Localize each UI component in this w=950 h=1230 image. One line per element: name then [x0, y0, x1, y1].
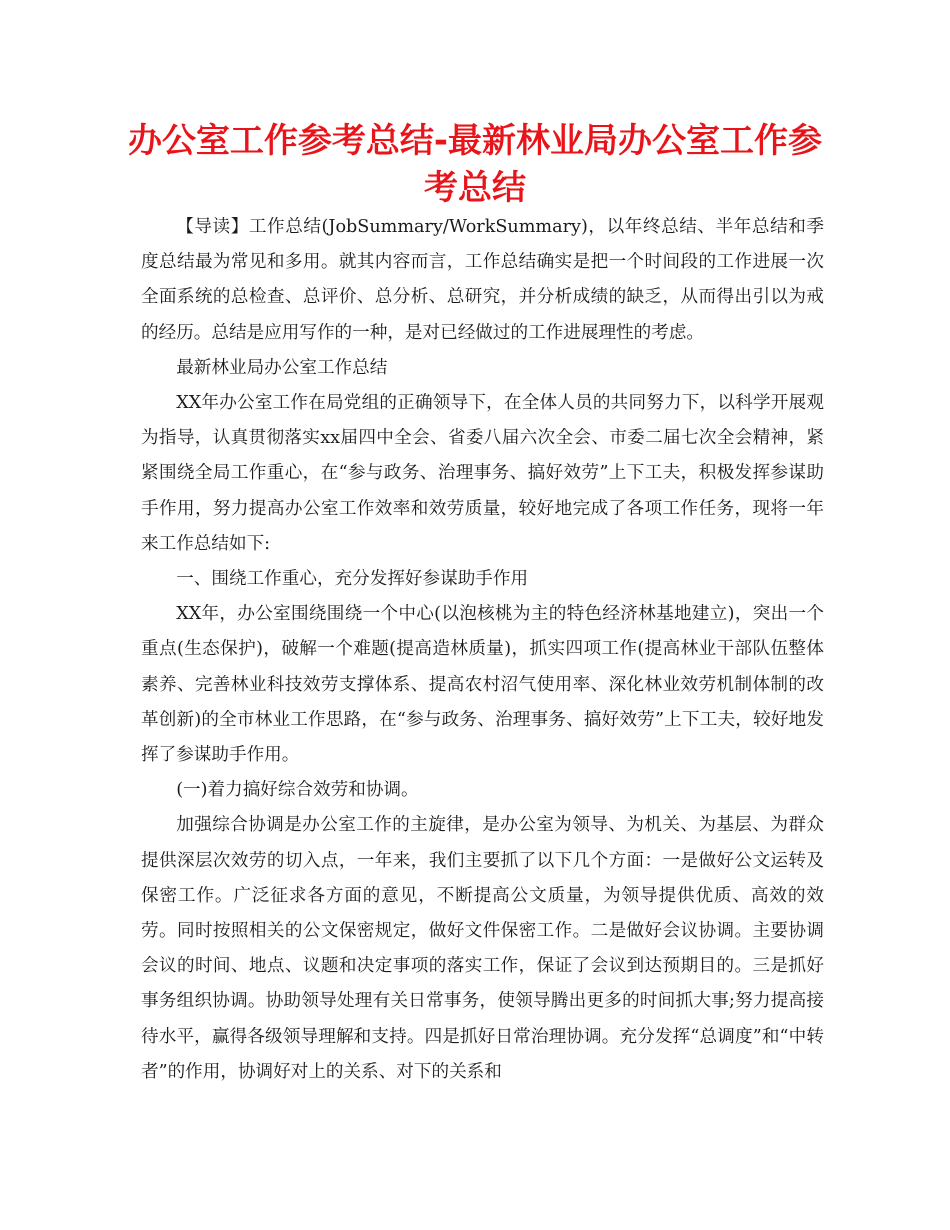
- paragraph-subtitle: 最新林业局办公室工作总结: [176, 357, 388, 378]
- document-body: [141, 210, 824, 1090]
- paragraph-subsection-1: 加强综合协调是办公室工作的主旋律，是办公室为领导、为机关、为基层、为群众提供深层次效劳的切入点，一年来，我们主要抓了以下几个方面：一是做好公文运转及保密工作。广泛征求各方面的意见，不断提高公文质量，为领导提供优质、高效的效劳。同时按照相关的公文保密规定，做好文件保密工作。二是做好会议协调。主要协调会议的时间、地点、议题和决定事项的落实工作，保证了会议到达预期目的。三是抓好事务组织协调。协助领导处理有关日常事务，使领导腾出更多的时间抓大事;努力提高接待水平，赢得各级领导理解和支持。四是抓好日常治理协调。充分发挥“总调度”和“中转者”的作用，协调好对上的关系、对下的关系和: [141, 815, 824, 1082]
- section-heading-1: 一、围绕工作重心，充分发挥好参谋助手作用: [176, 569, 529, 590]
- paragraph-section-1: XX年，办公室围绕围绕一个中心(以泡核桃为主的特色经济林基地建立)，突出一个重点(生态保护)，破解一个难题(提高造林质量)，抓实四项工作(提高林业干部队伍整体素养、完善林业科技效劳支撑体系、提高农村沼气使用率、深化林业效劳机制体制的改革创新)的全市林业工作思路，在“参与政务、治理事务、搞好效劳”上下工夫，较好地发挥了参谋助手作用。: [141, 604, 824, 766]
- document-title: 办公室工作参考总结-最新林业局办公室工作参考总结: [127, 121, 823, 208]
- paragraph-overview: XX年办公室工作在局党组的正确领导下，在全体人员的共同努力下，以科学开展观为指导，认真贯彻落实xx届四中全会、省委八届六次全会、市委二届七次全会精神，紧紧围绕全局工作重心，在“参与政务、治理事务、搞好效劳”上下工夫，积极发挥参谋助手作用，努力提高办公室工作效率和效劳质量，较好地完成了各项工作任务，现将一年来工作总结如下:: [141, 393, 824, 554]
- subsection-heading-1: (一)着力搞好综合效劳和协调。: [176, 780, 419, 801]
- paragraph-intro: 【导读】工作总结(JobSummary/WorkSummary)，以年终总结、半年总结和季度总结最为常见和多用。就其内容而言，工作总结确实是把一个时间段的工作进展一次全面系统的总检查、总评价、总分析、总研究，并分析成绩的缺乏，从而得出引以为戒的经历。总结是应用写作的一种，是对已经做过的工作进展理性的考虑。: [141, 217, 824, 343]
